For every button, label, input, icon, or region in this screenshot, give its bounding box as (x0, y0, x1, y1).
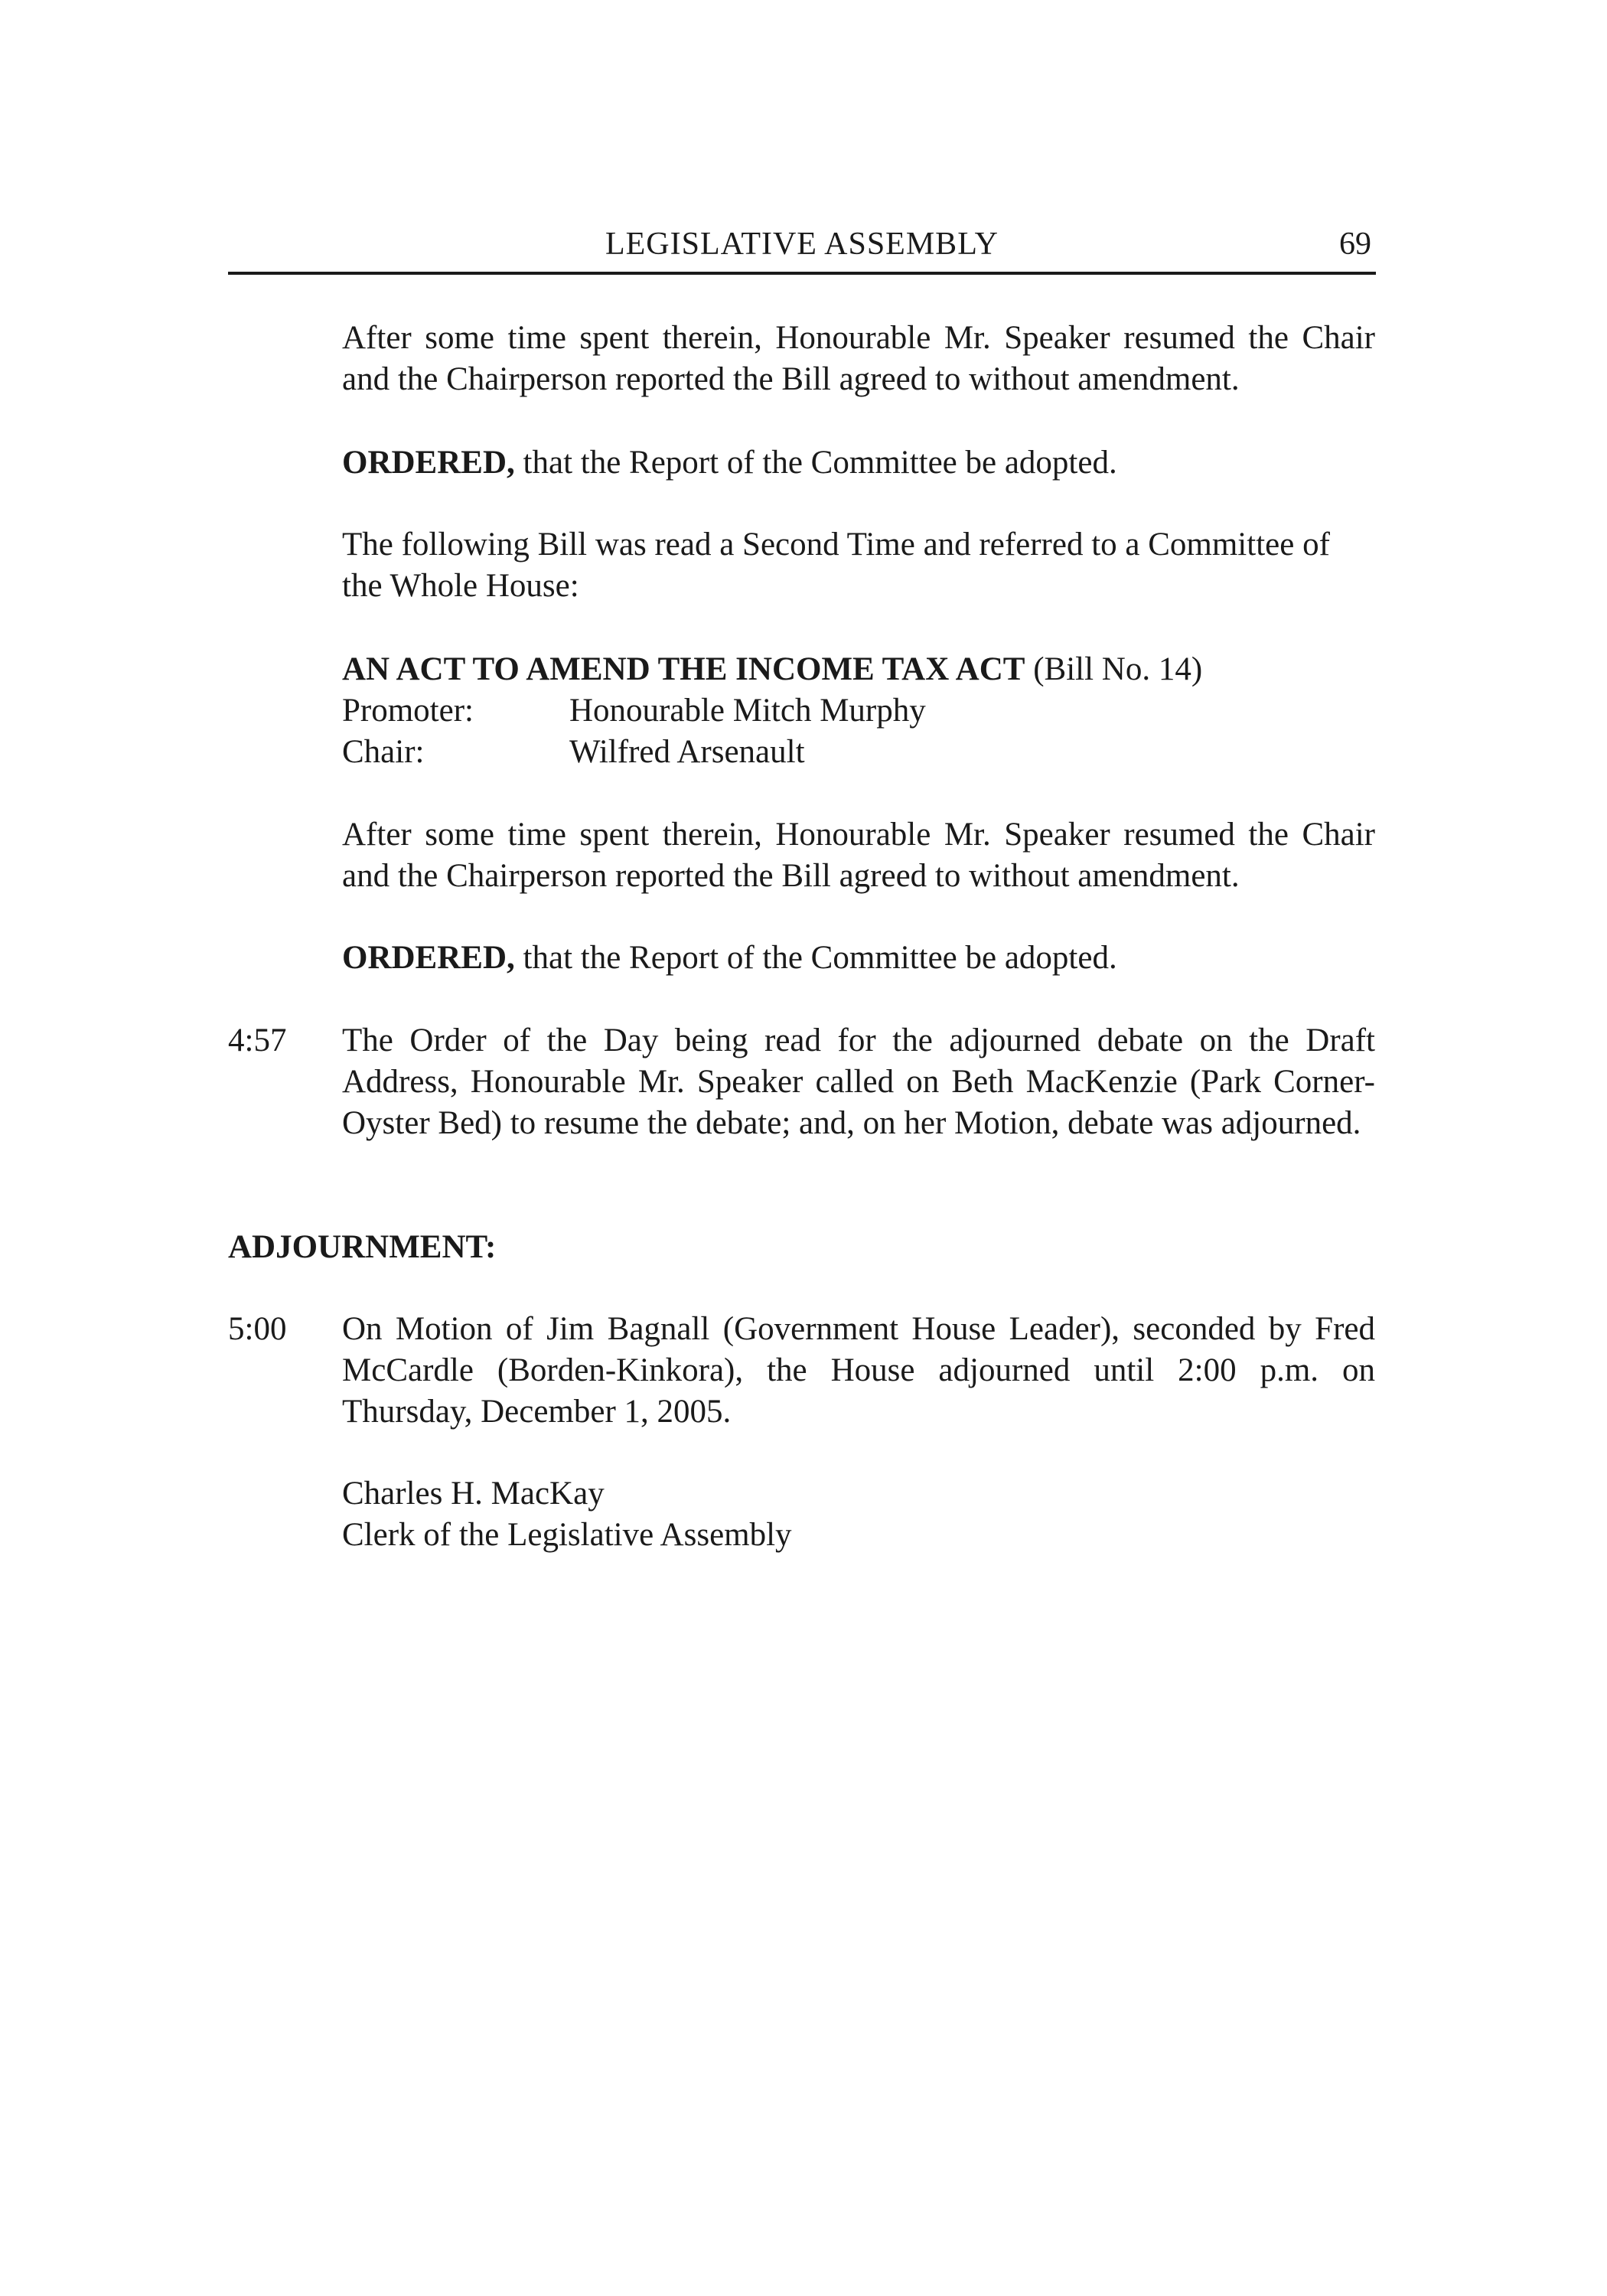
chair-name: Wilfred Arsenault (569, 734, 805, 770)
page-header (228, 226, 1376, 275)
chair-row (342, 732, 1375, 773)
entry-time-500: 5:00 (228, 1311, 287, 1347)
promoter-label: Promoter: (342, 693, 474, 729)
committee-report-paragraph-2: After some time spent therein, Honourable Mr. Speaker resumed the Chair and the Chairperson reported the Bill agreed to without amendment. (342, 817, 1375, 894)
second-reading-paragraph: The following Bill was read a Second Time and referred to a Committee of the Whole House: (342, 527, 1330, 604)
promoter-row (342, 690, 1375, 732)
adjournment-motion-paragraph: On Motion of Jim Bagnall (Government House Leader), seconded by Fred McCardle (Borden-Kinkora), the House adjourned until 2:00 p.m. on Thursday, December 1, 2005. (342, 1311, 1375, 1430)
ordered-lead: ORDERED, (342, 940, 515, 976)
clerk-name: Charles H. MacKay (342, 1476, 605, 1512)
promoter-name: Honourable Mitch Murphy (569, 693, 926, 729)
bill-title: AN ACT TO AMEND THE INCOME TAX ACT (342, 651, 1025, 687)
draft-address-debate-paragraph: The Order of the Day being read for the adjourned debate on the Draft Address, Honourable Mr. Speaker called on Beth MacKenzie (Park Corner-Oyster Bed) to resume the debate; and, on her Motion, debate was adjourned. (342, 1022, 1375, 1141)
clerk-title: Clerk of the Legislative Assembly (342, 1517, 792, 1553)
bill-number: (Bill No. 14) (1025, 651, 1203, 687)
committee-report-paragraph-1: After some time spent therein, Honourable Mr. Speaker resumed the Chair and the Chairperson reported the Bill agreed to without amendment. (342, 320, 1375, 397)
ordered-statement-1 (342, 442, 1375, 484)
entry-time-457: 4:57 (228, 1022, 287, 1058)
clerk-signature-block (342, 1473, 1375, 1556)
ordered-text: that the Report of the Committee be adopted. (514, 445, 1117, 481)
bill-entry (342, 649, 1375, 773)
adjournment-heading: ADJOURNMENT: (228, 1229, 497, 1265)
header-title: LEGISLATIVE ASSEMBLY (605, 227, 999, 262)
ordered-statement-2 (342, 938, 1375, 979)
bill-title-line (342, 649, 1375, 690)
ordered-lead: ORDERED, (342, 445, 515, 481)
ordered-text: that the Report of the Committee be adopted. (514, 940, 1117, 976)
page-number: 69 (1339, 227, 1371, 262)
chair-label: Chair: (342, 734, 425, 770)
